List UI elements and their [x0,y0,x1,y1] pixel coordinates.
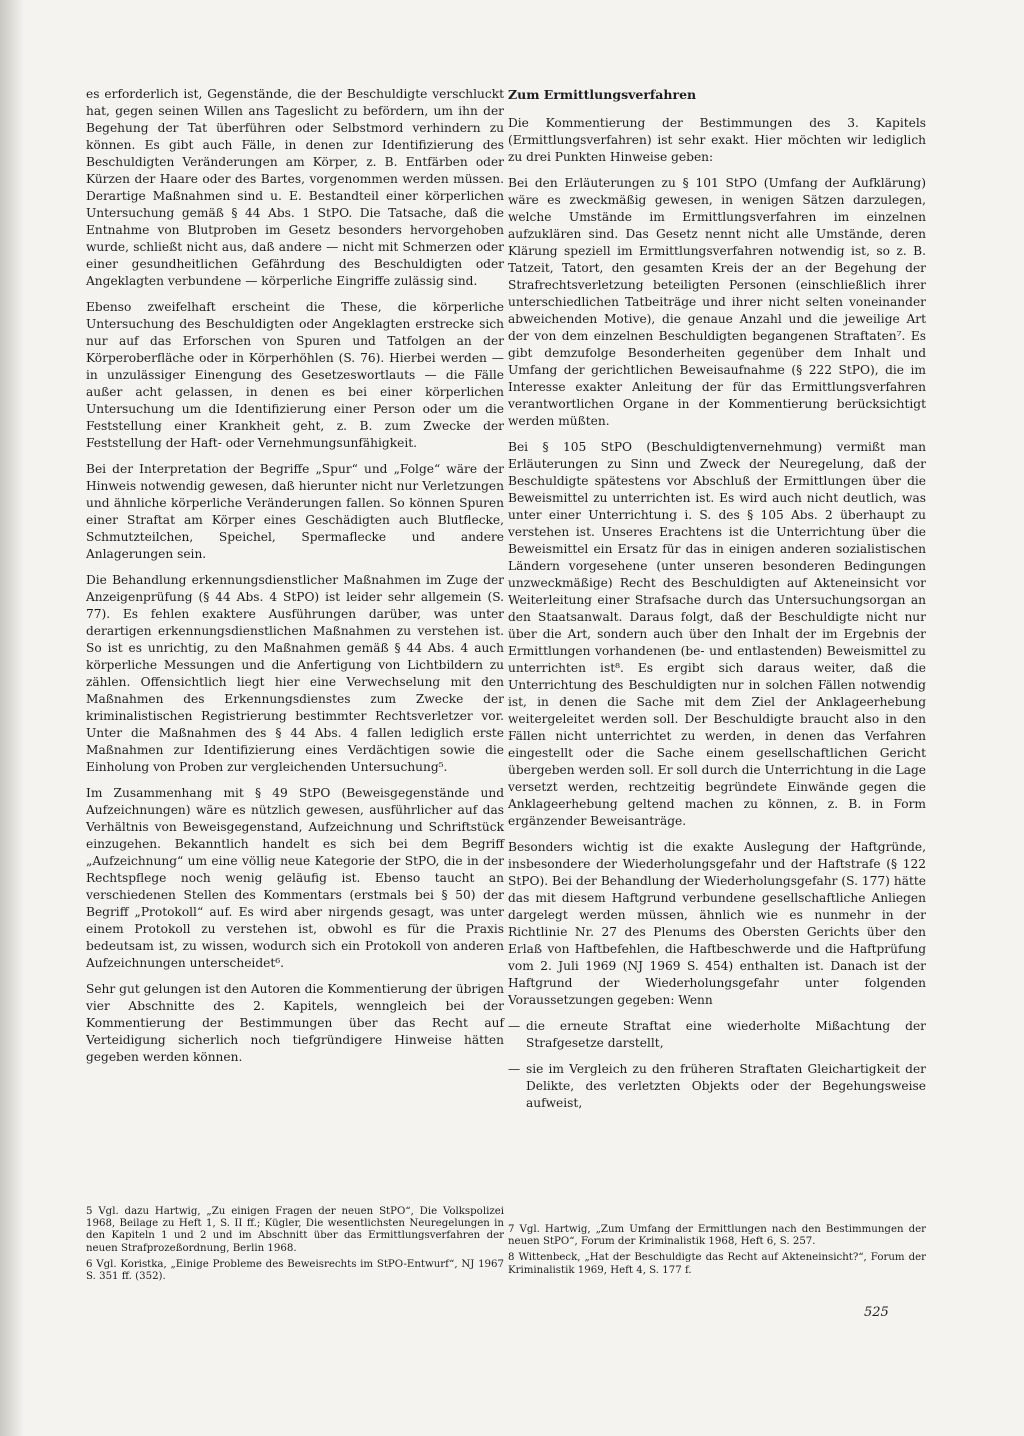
footnote-6: 6 Vgl. Koristka, „Einige Probleme des Beweisrechts im StPO-Entwurf“, NJ 1967 S. 351 ff. (352). [86,1258,504,1283]
footnote-5: 5 Vgl. dazu Hartwig, „Zu einigen Fragen der neuen StPO“, Die Volkspolizei 1968, Beilage zu Heft 1, S. II ff.; Kügler, Die wesentlichsten Neuregelungen in den Kapiteln 1 und 2 und im Abschnitt über das Ermittlungsverfahren der neuen Strafprozeßordnung, Berlin 1968. [86,1206,504,1254]
footnote-8: 8 Wittenbeck, „Hat der Beschuldigte das Recht auf Akteneinsicht?“, Forum der Kriminalistik 1969, Heft 4, S. 177 f. [508,1252,926,1276]
left-paragraph-5: Im Zusammenhang mit § 49 StPO (Beweisgegenstände und Aufzeichnungen) wäre es nützlich gewesen, ausführlicher auf das Verhältnis von Beweisgegenstand, Aufzeichnung und Schriftstück einzugehen. Bekanntlich handelt es sich bei dem Begriff „Aufzeichnung“ um eine völlig neue Kategorie der StPO, die in der Rechtspflege noch wenig geläufig ist. Ebenso taucht an verschiedenen Stellen des Kommentars (erstmals bei § 50) der Begriff „Protokoll“ auf. Es wird aber nirgends gesagt, was unter einem Protokoll zu verstehen ist, obwohl es für die Praxis bedeutsam ist, zu wissen, wodurch sich ein Protokoll von anderen Aufzeichnungen unterscheidet⁶. [86,786,504,970]
left-column [86,86,504,1075]
footnote-7: 7 Vgl. Hartwig, „Zum Umfang der Ermittlungen nach den Bestimmungen der neuen StPO“, Forum der Kriminalistik 1968, Heft 6, S. 257. [508,1224,926,1248]
right-footnotes [508,1224,926,1281]
page-number: 525 [864,1305,889,1320]
list-item [508,1061,926,1112]
left-paragraph-4: Die Behandlung erkennungsdienstlicher Maßnahmen im Zuge der Anzeigenprüfung (§ 44 Abs. 4 StPO) ist leider sehr allgemein (S. 77). Es fehlen exaktere Ausführungen darüber, was unter derartigen erkennungsdienstlichen Maßnahmen zu verstehen ist. So ist es unrichtig, zu den Maßnahmen gemäß § 44 Abs. 4 auch körperliche Messungen und die Anfertigung von Lichtbildern zu zählen. Offensichtlich liegt hier eine Verwechselung mit den Maßnahmen des Erkennungsdienstes zum Zwecke der kriminalistischen Registrierung bestimmter Rechtsverletzer vor. Unter die Maßnahmen des § 44 Abs. 4 fallen lediglich erste Maßnahmen zur Identifizierung eines Verdächtigen sowie die Einholung von Proben zur vergleichenden Untersuchung⁵. [86,573,504,774]
left-paragraph-3: Bei der Interpretation der Begriffe „Spur“ und „Folge“ wäre der Hinweis notwendig gewesen, daß hierunter nicht nur Verletzungen und ähnliche körperliche Veränderungen fallen. So können Spuren einer Straftat am Körper eines Geschädigten auch Blutflecke, Schmutzteilchen, Speichel, Spermaflecke und andere Anlagerungen sein. [86,462,504,561]
left-paragraph-2: Ebenso zweifelhaft erscheint die These, die körperliche Untersuchung des Beschuldigten oder Angeklagten erstrecke sich nur auf das Erforschen von Spuren und Tatfolgen an der Körperoberfläche oder in Körperhöhlen (S. 76). Hierbei werden — in unzulässiger Einengung des Gesetzeswortlauts — die Fälle außer acht gelassen, in denen es bei einer körperlichen Untersuchung um die Identifizierung einer Person oder um die Feststellung einer Krankheit geht, z. B. zum Zwecke der Feststellung der Haft- oder Vernehmungsunfähigkeit. [86,300,504,450]
left-footnotes [86,1206,504,1287]
left-paragraph-1: es erforderlich ist, Gegenstände, die der Beschuldigte verschluckt hat, gegen seinen Willen ans Tageslicht zu befördern, um ihn der Begehung der Tat überführen oder Selbstmord verhindern zu können. Es gibt auch Fälle, in denen zur Identifizierung des Beschuldigten Veränderungen am Körper, z. B. Entfärben oder Kürzen der Haare oder des Bartes, vorgenommen werden müssen. Derartige Maßnahmen sind u. E. Bestandteil einer körperlichen Untersuchung gemäß § 44 Abs. 1 StPO. Die Tatsache, daß die Entnahme von Blutproben im Gesetz besonders hervorgehoben wurde, schließt nicht aus, daß andere — nicht mit Schmerzen oder einer gesundheitlichen Gefährdung des Beschuldigten oder Angeklagten verbundene — körperliche Eingriffe zulässig sind. [86,87,504,288]
list-item-text: die erneute Straftat eine wiederholte Mißachtung der Strafgesetze darstellt, [526,1019,926,1050]
list-item [508,1018,926,1052]
section-heading: Zum Ermittlungsverfahren [508,87,697,102]
left-paragraph-6: Sehr gut gelungen ist den Autoren die Kommentierung der übrigen vier Abschnitte des 2. Kapitels, wenngleich bei der Kommentierung der Bestimmungen über das Recht auf Verteidigung sicherlich noch tiefgründigere Hinweise hätten gegeben werden können. [86,982,504,1064]
list-dash: — [508,1062,521,1076]
list-item-text: sie im Vergleich zu den früheren Straftaten Gleichartigkeit der Delikte, des verletzten Objekts oder der Begehungsweise aufweist, [526,1062,926,1110]
right-paragraph-3: Bei § 105 StPO (Beschuldigtenvernehmung) vermißt man Erläuterungen zu Sinn und Zweck der Neuregelung, daß der Beschuldigte spätestens vor Abschluß der Ermittlungen über die Beweismittel zu unterrichten ist. Es wird auch nicht deutlich, was unter einer Unterrichtung i. S. des § 105 Abs. 2 überhaupt zu verstehen ist. Unseres Erachtens ist die Unterrichtung über die Beweismittel ein Ersatz für das in einigen anderen sozialistischen Ländern vorgesehene (unter unseren besonderen Bedingungen unzweckmäßige) Recht des Beschuldigten auf Akteneinsicht vor Weiterleitung einer Strafsache durch das Untersuchungsorgan an den Staatsanwalt. Daraus folgt, daß der Beschuldigte nicht nur über die Art, sondern auch über den Inhalt der im Ergebnis der Ermittlungen vorhandenen (be- und entlastenden) Beweismittel zu unterrichten ist⁸. Es ergibt sich daraus weiter, daß die Unterrichtung des Beschuldigten nur in solchen Fällen notwendig ist, in denen die Sache mit dem Ziel der Anklageerhebung weitergeleitet werden soll. Der Beschuldigte braucht also in den Fällen nicht unterrichtet zu werden, in denen das Verfahren eingestellt oder die Sache einem gesellschaftlichen Gericht übergeben werden soll. Er soll durch die Unterrichtung in die Lage versetzt werden, rechtzeitig begründete Einwände gegen die Anklageerhebung geltend machen zu können, z. B. in Form ergänzender Beweisanträge. [508,440,926,828]
list-dash: — [508,1019,521,1033]
page-edge-shadow [0,0,24,1436]
right-paragraph-2: Bei den Erläuterungen zu § 101 StPO (Umfang der Aufklärung) wäre es zweckmäßig gewesen, in wenigen Sätzen darzulegen, welche Umstände im Ermittlungsverfahren im einzelnen aufzuklären sind. Das Gesetz nennt nicht alle Umstände, deren Klärung speziell im Ermittlungsverfahren notwendig ist, so z. B. Tatzeit, Tatort, den gesamten Kreis der an der Begehung der Strafrechtsverletzung beteiligten Personen (einschließlich ihrer unterschiedlichen Tatbeiträge und ihrer nicht selten voneinander abweichenden Motive), die genaue Anzahl und die jeweilige Art der von dem einzelnen Beschuldigten begangenen Straftaten⁷. Es gibt demzufolge Besonderheiten gegenüber dem Inhalt und Umfang der gerichtlichen Beweisaufnahme (§ 222 StPO), die im Interesse exakter Anleitung der für das Ermittlungsverfahren verantwortlichen Organe in der Kommentierung berücksichtigt werden müßten. [508,176,926,428]
right-paragraph-4: Besonders wichtig ist die exakte Auslegung der Haftgründe, insbesondere der Wiederholungsgefahr und der Haftstrafe (§ 122 StPO). Bei der Behandlung der Wiederholungsgefahr (S. 177) hätte das mit diesem Haftgrund verbundene gesellschaftliche Anliegen dargelegt werden müssen, ähnlich wie es nunmehr in der Richtlinie Nr. 27 des Plenums des Obersten Gerichts über den Erlaß von Haftbefehlen, die Haftbeschwerde und die Haftprüfung vom 2. Juli 1969 (NJ 1969 S. 454) enthalten ist. Danach ist der Haftgrund der Wiederholungsgefahr unter folgenden Voraussetzungen gegeben: Wenn [508,840,926,1007]
right-paragraph-1: Die Kommentierung der Bestimmungen des 3. Kapitels (Ermittlungsverfahren) ist sehr exakt. Hier möchten wir lediglich zu drei Punkten Hinweise geben: [508,116,926,164]
right-column [508,86,926,1121]
